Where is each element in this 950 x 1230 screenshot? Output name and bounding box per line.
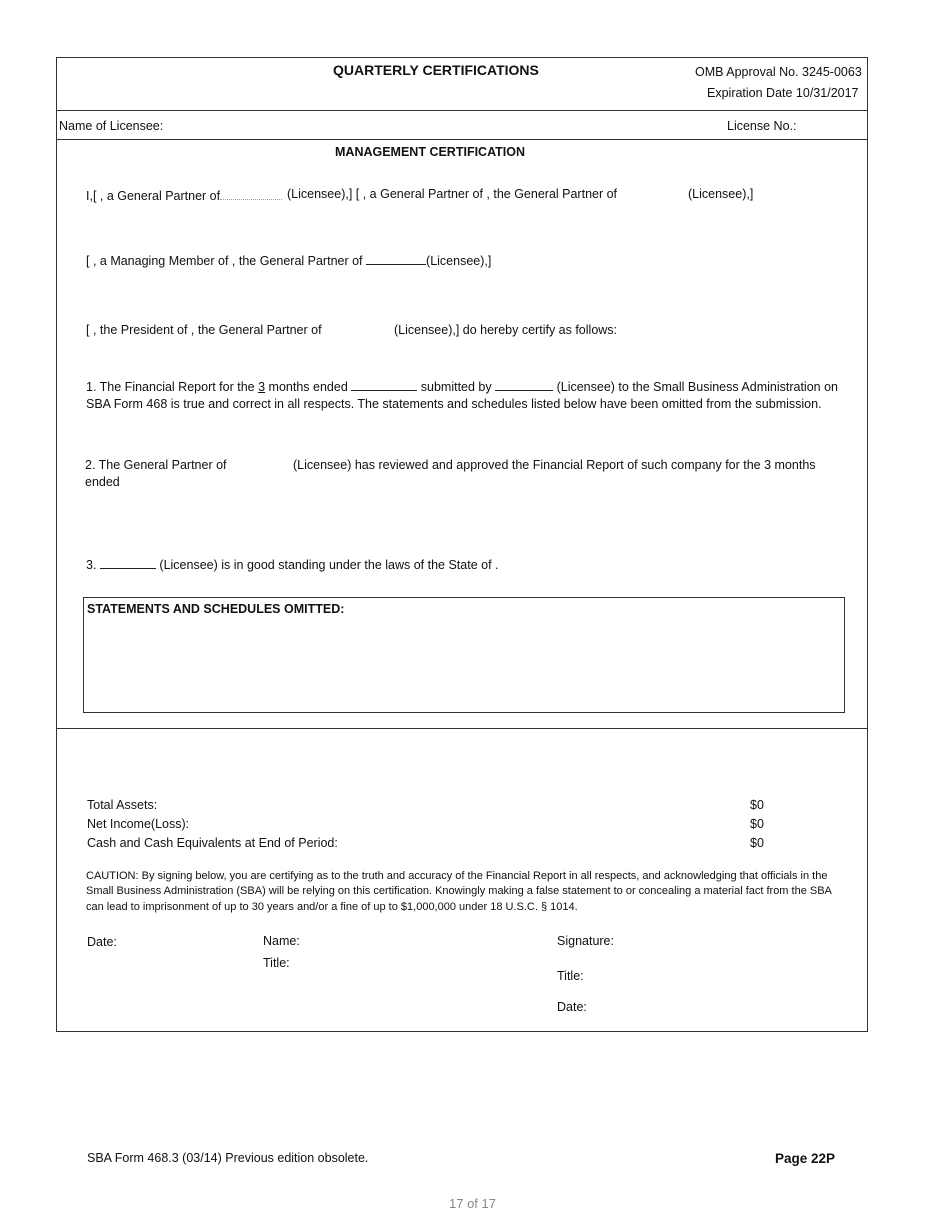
divider-licensee [56, 139, 868, 140]
managing-member-blank[interactable] [366, 252, 426, 265]
certify-line-2 [86, 252, 491, 268]
certify-line-3-part-b: (Licensee),] do hereby certify as follows: [394, 323, 618, 337]
form-title: QUARTERLY CERTIFICATIONS [333, 62, 539, 78]
item2-part-a: 2. The General Partner of [85, 458, 227, 472]
omitted-heading: STATEMENTS AND SCHEDULES OMITTED: [87, 602, 345, 616]
net-income-value: $0 [750, 817, 764, 831]
submitted-by-blank[interactable] [495, 378, 553, 391]
cash-equivalents-value: $0 [750, 836, 764, 850]
expiration-date: Expiration Date 10/31/2017 [707, 86, 859, 100]
item1-months-value[interactable]: 3 [258, 380, 266, 394]
general-partner-blank[interactable] [220, 187, 282, 200]
total-assets-label: Total Assets: [87, 798, 158, 812]
item1-part-d: (Licensee) to the Small Business Administration [556, 380, 821, 394]
name-label: Name: [263, 934, 300, 948]
item1-rest: on SBA Form 468 is true and correct in all respects. The statements and schedules listed below have been omitted from the submission. [86, 380, 838, 411]
item2-part-b: (Licensee) has reviewed and approved the Financial Report of such company for the 3 months [293, 458, 816, 472]
item1-part-c: submitted by [420, 380, 492, 394]
omitted-schedules-box[interactable] [83, 597, 845, 713]
form-identifier: SBA Form 468.3 (03/14) Previous edition obsolete. [87, 1151, 369, 1165]
certify-line-2-part-b: (Licensee),] [426, 254, 492, 268]
period-end-blank[interactable] [351, 378, 417, 391]
divider-financials [56, 728, 868, 729]
cash-equivalents-label: Cash and Cash Equivalents at End of Period: [87, 836, 338, 850]
signer-title-label: Title: [557, 969, 584, 983]
certification-item-3 [86, 556, 499, 572]
divider-header [56, 110, 868, 111]
certify-line-1-part-a: I,[ , a General Partner of [86, 189, 221, 203]
item3-part-b: (Licensee) is in good standing under the laws of the State of . [159, 558, 499, 572]
certify-line-3-part-a: [ , the President of , the General Partner of [86, 323, 322, 337]
net-income-label: Net Income(Loss): [87, 817, 190, 831]
page-counter: 17 of 17 [449, 1196, 496, 1211]
item1-part-b: months ended [268, 380, 348, 394]
certification-item-1 [86, 378, 846, 413]
certify-line-1-part-c: (Licensee),] [688, 187, 754, 201]
title-label: Title: [263, 956, 290, 970]
item2-part-c: ended [85, 475, 120, 489]
item3-part-a: 3. [86, 558, 97, 572]
item1-part-a: 1. The Financial Report for the [86, 380, 255, 394]
total-assets-value: $0 [750, 798, 764, 812]
certify-line-2-part-a: [ , a Managing Member of , the General Partner of [86, 254, 363, 268]
license-no-label: License No.: [727, 119, 797, 133]
management-heading: MANAGEMENT CERTIFICATION [335, 145, 526, 159]
signer-date-label: Date: [557, 1000, 587, 1014]
date-label: Date: [87, 935, 117, 949]
signature-label: Signature: [557, 934, 614, 948]
certify-line-1-part-b: (Licensee),] [ , a General Partner of , the General Partner of [287, 187, 618, 201]
licensee-standing-blank[interactable] [100, 556, 156, 569]
licensee-name-label: Name of Licensee: [59, 119, 164, 133]
caution-notice: CAUTION: By signing below, you are certifying as to the truth and accuracy of the Financial Report in all respects, and acknowledging that officials in the Small Business Administration (SBA) will be relying on this certification. Knowingly making a false statement to or concealing a material fact from the SBA can lead to imprisonment of up to 30 years and/or a fine of up to $1,000,000 under 18 U.S.C. § 1014. [86, 870, 832, 913]
omb-approval: OMB Approval No. 3245-0063 [695, 65, 862, 79]
page-label: Page 22P [775, 1151, 836, 1166]
certify-line-1 [86, 187, 282, 203]
